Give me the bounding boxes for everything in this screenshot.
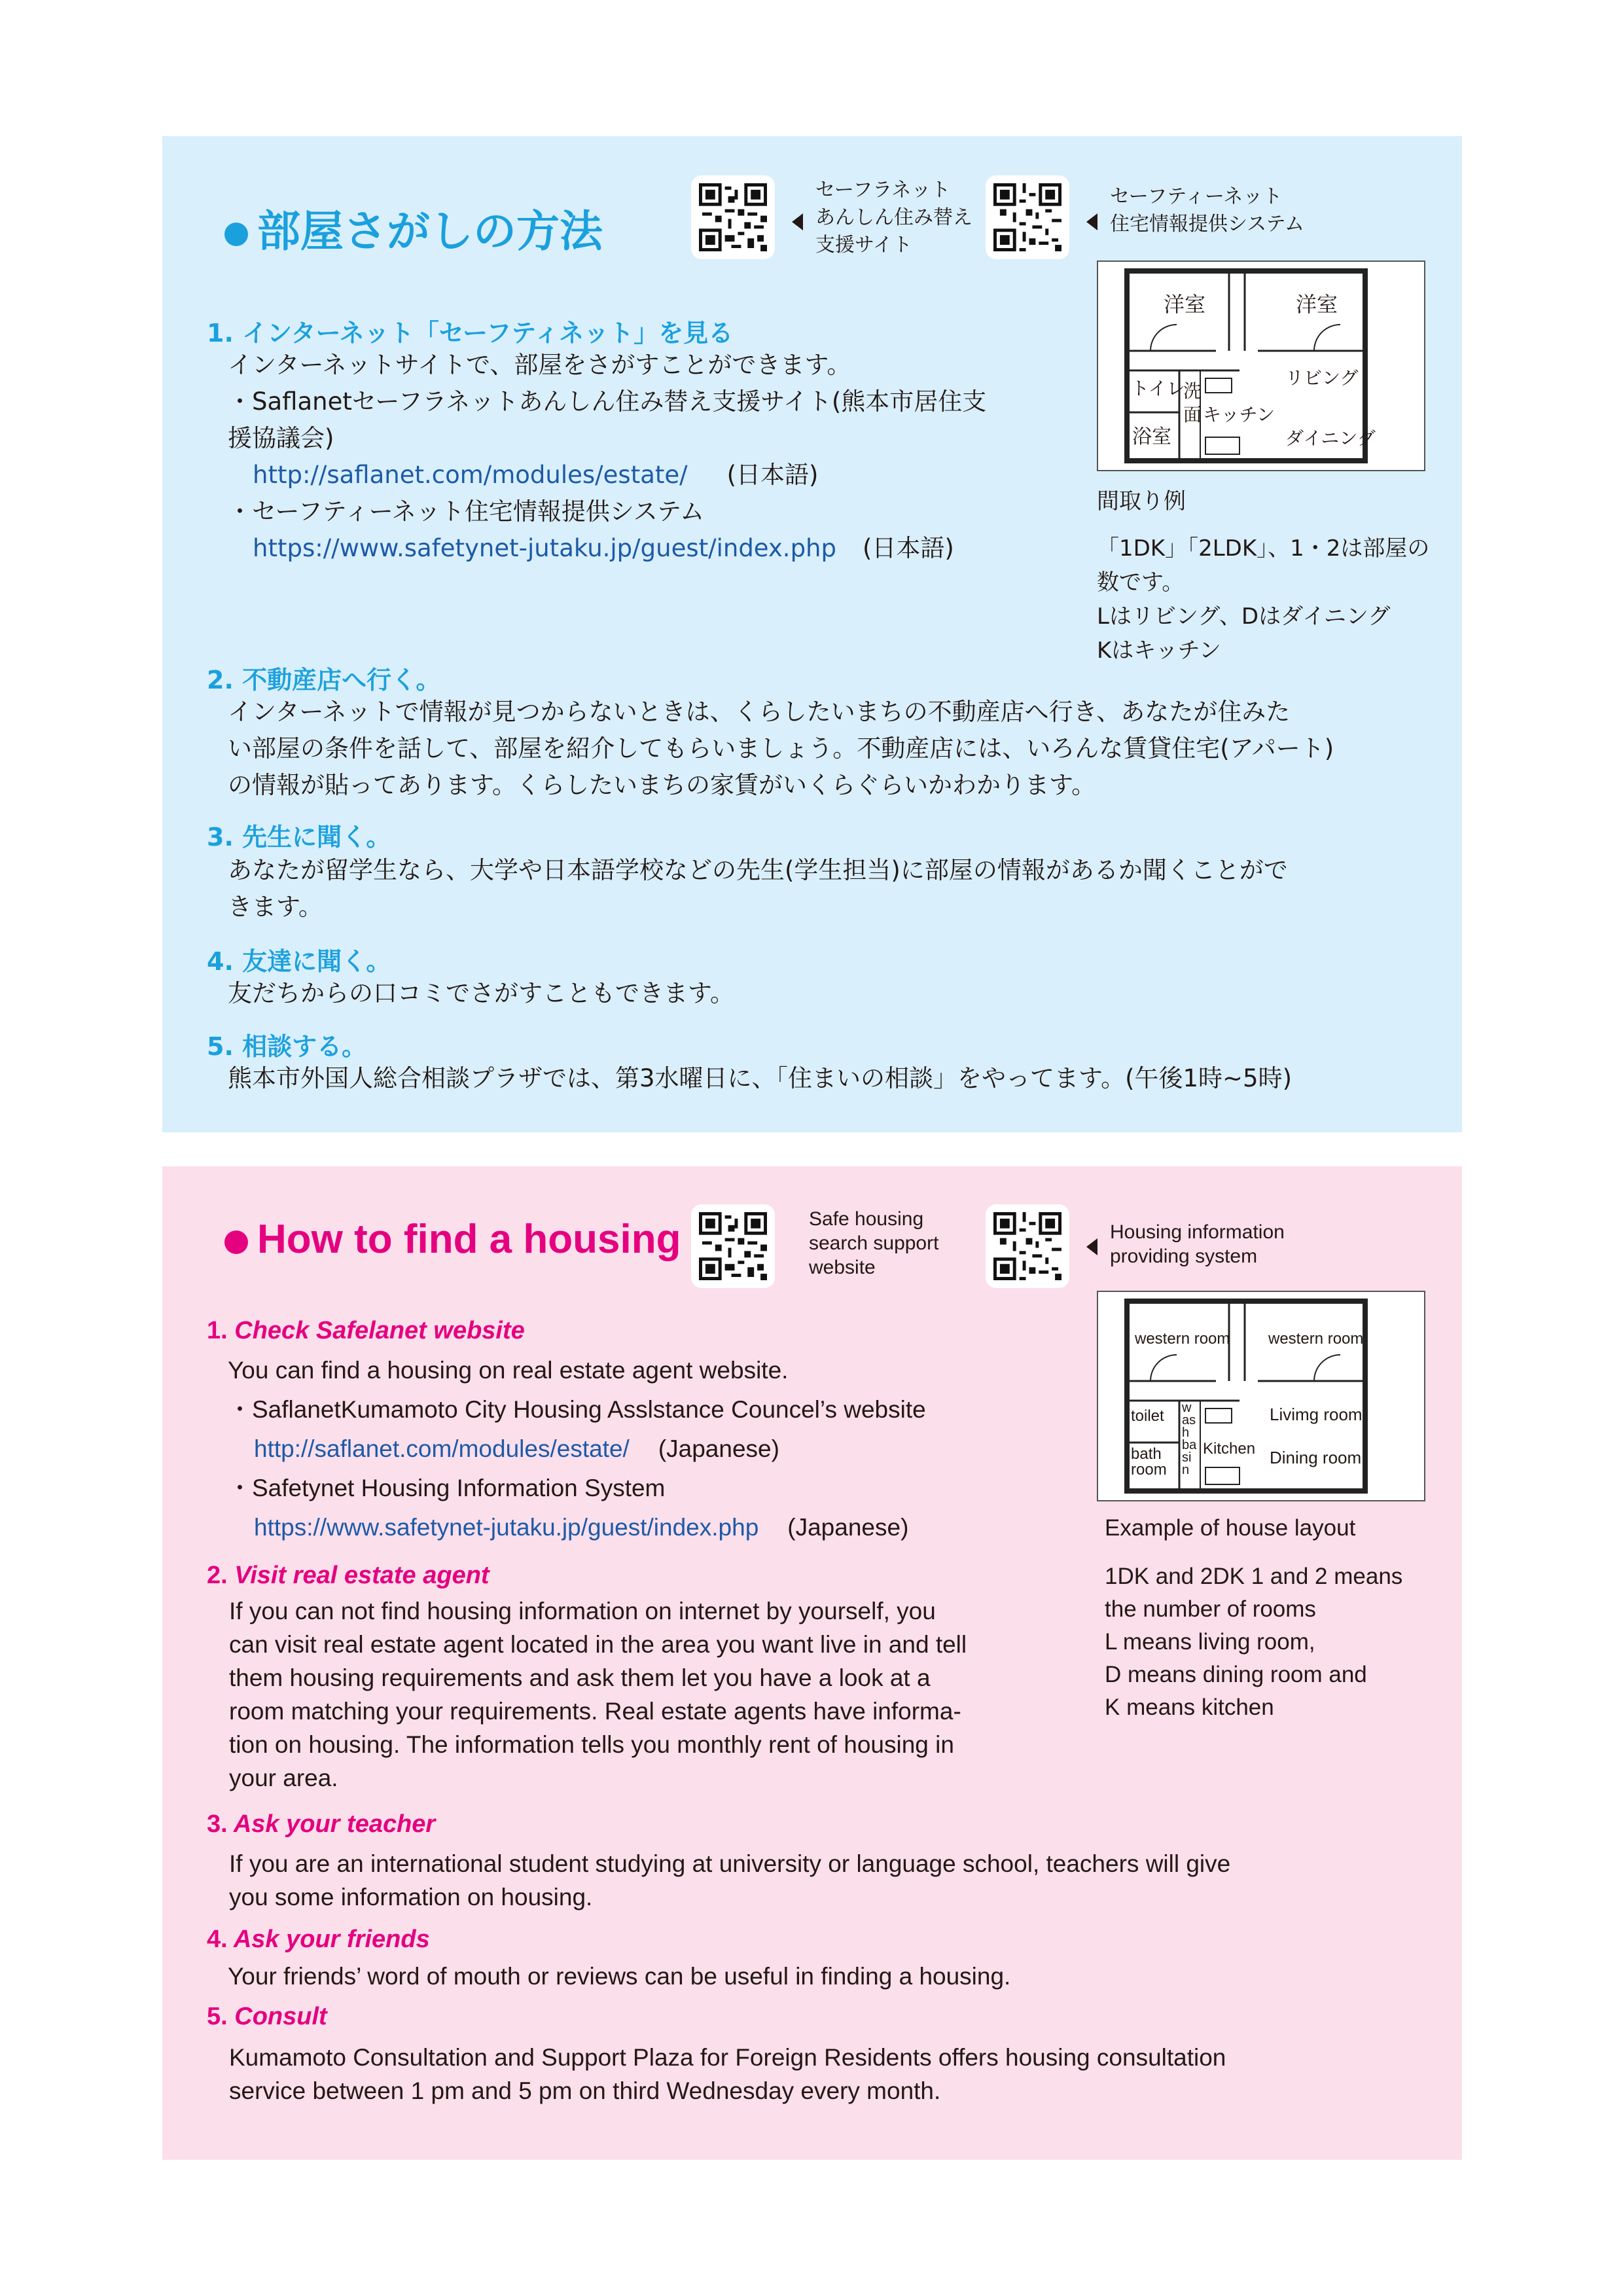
- en-title: How to find a housing: [224, 1216, 681, 1263]
- qr-code-saflanet[interactable]: [691, 1204, 775, 1288]
- room-label: リビング: [1285, 367, 1359, 389]
- saflanet-link[interactable]: http://saflanet.com/modules/estate/: [254, 1435, 630, 1462]
- jp-section-1-body: インターネットサイトで、部屋をさがすことができます。 ・Saflanetセーフラネットあんしん住み替え支援サイト(熊本市居住支 援協議会) http://saflanet.com/modules/estate/ (日本語) ・セーフティーネット住宅情報提供システム https://www.safetynet-jutaku.jp/guest/index.php (日本語): [228, 351, 987, 562]
- en-section-2-heading: 2. Visit real estate agent: [207, 1562, 490, 1589]
- qr1-label: セーフラネット あんしん住み替え 支援サイト: [815, 179, 972, 257]
- qr-code-safetynet[interactable]: [986, 1204, 1069, 1288]
- room-label: ダイニング: [1285, 427, 1376, 449]
- qr-code-icon: [993, 1212, 1061, 1280]
- floor-plan-image: [1097, 1291, 1425, 1501]
- en-section-4-heading: 4. Ask your friends: [207, 1926, 430, 1953]
- jp-section-3-body: あなたが留学生なら、大学や日本語学校などの先生(学生担当)に部屋の情報があるか聞くことがで きます。: [228, 856, 1288, 921]
- room-label: キッチン: [1203, 404, 1275, 425]
- jp-section-4-heading: 4. 友達に聞く。: [207, 947, 391, 976]
- room-label: wash basin: [1182, 1401, 1197, 1477]
- room-label: 洗: [1183, 380, 1202, 402]
- japanese-section: [162, 136, 1462, 1132]
- safetynet-link[interactable]: https://www.safetynet-jutaku.jp/guest/index.php: [253, 534, 836, 562]
- pointer-arrow-icon: [1086, 213, 1097, 230]
- en-section-3-body: If you are an international student studying at university or language school, teachers will give you some information on housing.: [229, 1850, 1231, 1910]
- en-section-5-body: Kumamoto Consultation and Support Plaza for Foreign Residents offers housing consultation service between 1 pm and 5 pm on third Wednesday every month.: [229, 2044, 1226, 2104]
- room-label: Livimg room: [1270, 1405, 1363, 1424]
- qr2-label: セーフティーネット 住宅情報提供システム: [1110, 185, 1304, 236]
- room-label: トイレ: [1131, 378, 1185, 399]
- room-label: bath room: [1131, 1445, 1167, 1479]
- saflanet-link[interactable]: http://saflanet.com/modules/estate/: [253, 461, 688, 489]
- floor-plan-note: Example of house layout 1DK and 2DK 1 and 2 means the number of rooms L means living room, D means dining room and K means kitchen: [1105, 1515, 1403, 1720]
- en-section-4-body: Your friends’ word of mouth or reviews can be useful in finding a housing.: [228, 1963, 1011, 1990]
- en-section-1-heading: 1. Check Safelanet website: [207, 1317, 525, 1344]
- room-label: 洋室: [1164, 292, 1206, 317]
- en-section-3-heading: 3. Ask your teacher: [207, 1810, 436, 1838]
- jp-section-5-heading: 5. 相談する。: [207, 1032, 367, 1061]
- safetynet-link[interactable]: https://www.safetynet-jutaku.jp/guest/index.php: [254, 1514, 759, 1541]
- room-label: western room: [1135, 1330, 1230, 1348]
- qr1-label: Safe housing search support website: [809, 1208, 939, 1278]
- room-label: Dining room: [1270, 1448, 1362, 1467]
- en-section-5-heading: 5. Consult: [207, 2003, 327, 2030]
- pointer-arrow-icon: [1086, 1238, 1097, 1255]
- floor-plan-note: 間取り例 「1DK」「2LDK」、1・2は部屋の 数です。 Lはリビング、Dはダイニング Kはキッチン: [1097, 488, 1430, 664]
- en-section-2-body: If you can not find housing information on internet by yourself, you can visit real estate agent located in the area you want live in and tell them housing requirements and ask them let you have a look at a room matching your requirements. Real estate agents have informa- tion on housing. The information tells you monthly rent of housing in your area.: [229, 1598, 967, 1791]
- jp-title: 部屋さがしの方法: [224, 196, 603, 259]
- jp-section-3-heading: 3. 先生に聞く。: [207, 823, 391, 852]
- room-label: western room: [1268, 1330, 1364, 1348]
- qr-code-saflanet[interactable]: [691, 175, 775, 259]
- qr-code-safetynet[interactable]: [986, 175, 1069, 259]
- jp-section-5-body: 熊本市外国人総合相談プラザでは、第3水曜日に、「住まいの相談」をやってます。(午後1時~5時): [228, 1064, 1293, 1092]
- room-label: Kitchen: [1203, 1440, 1256, 1458]
- jp-section-2-heading: 2. 不動産店へ行く。: [207, 666, 441, 694]
- room-label: 浴室: [1132, 425, 1171, 448]
- qr-code-icon: [993, 183, 1061, 251]
- room-label: 洋室: [1296, 292, 1338, 317]
- room-label: 面: [1183, 404, 1202, 425]
- room-label: toilet: [1131, 1407, 1164, 1425]
- english-section: [162, 1166, 1462, 2160]
- en-section-1-body: You can find a housing on real estate agent website. ・SaflanetKumamoto City Housing Asslstance Councel’s website http://saflanet.com/modules/estate/ (Japanese) ・Safetynet Housing Information System https://www.safetynet-jutaku.jp/guest/index.php (Japanese): [228, 1357, 926, 1541]
- qr-code-icon: [699, 1212, 767, 1280]
- bullet-dot-icon: [224, 223, 248, 246]
- floor-plan-image: [1097, 260, 1425, 471]
- pointer-arrow-icon: [792, 213, 803, 230]
- jp-section-1-heading: 1. インターネット「セーフティネット」を見る: [207, 319, 734, 348]
- jp-section-4-body: 友だちからの口コミでさがすこともできます。: [228, 979, 735, 1007]
- qr-code-icon: [699, 183, 767, 251]
- bullet-dot-icon: [224, 1230, 248, 1254]
- qr2-label: Housing information providing system: [1110, 1221, 1285, 1267]
- jp-section-2-body: インターネットで情報が見つからないときは、くらしたいまちの不動産店へ行き、あなたが住みた い部屋の条件を話して、部屋を紹介してもらいましょう。不動産店には、いろんな賃貸住宅(アパート) の情報が貼ってあります。くらしたいまちの家賃がいくらぐらいかわかります。: [228, 698, 1334, 799]
